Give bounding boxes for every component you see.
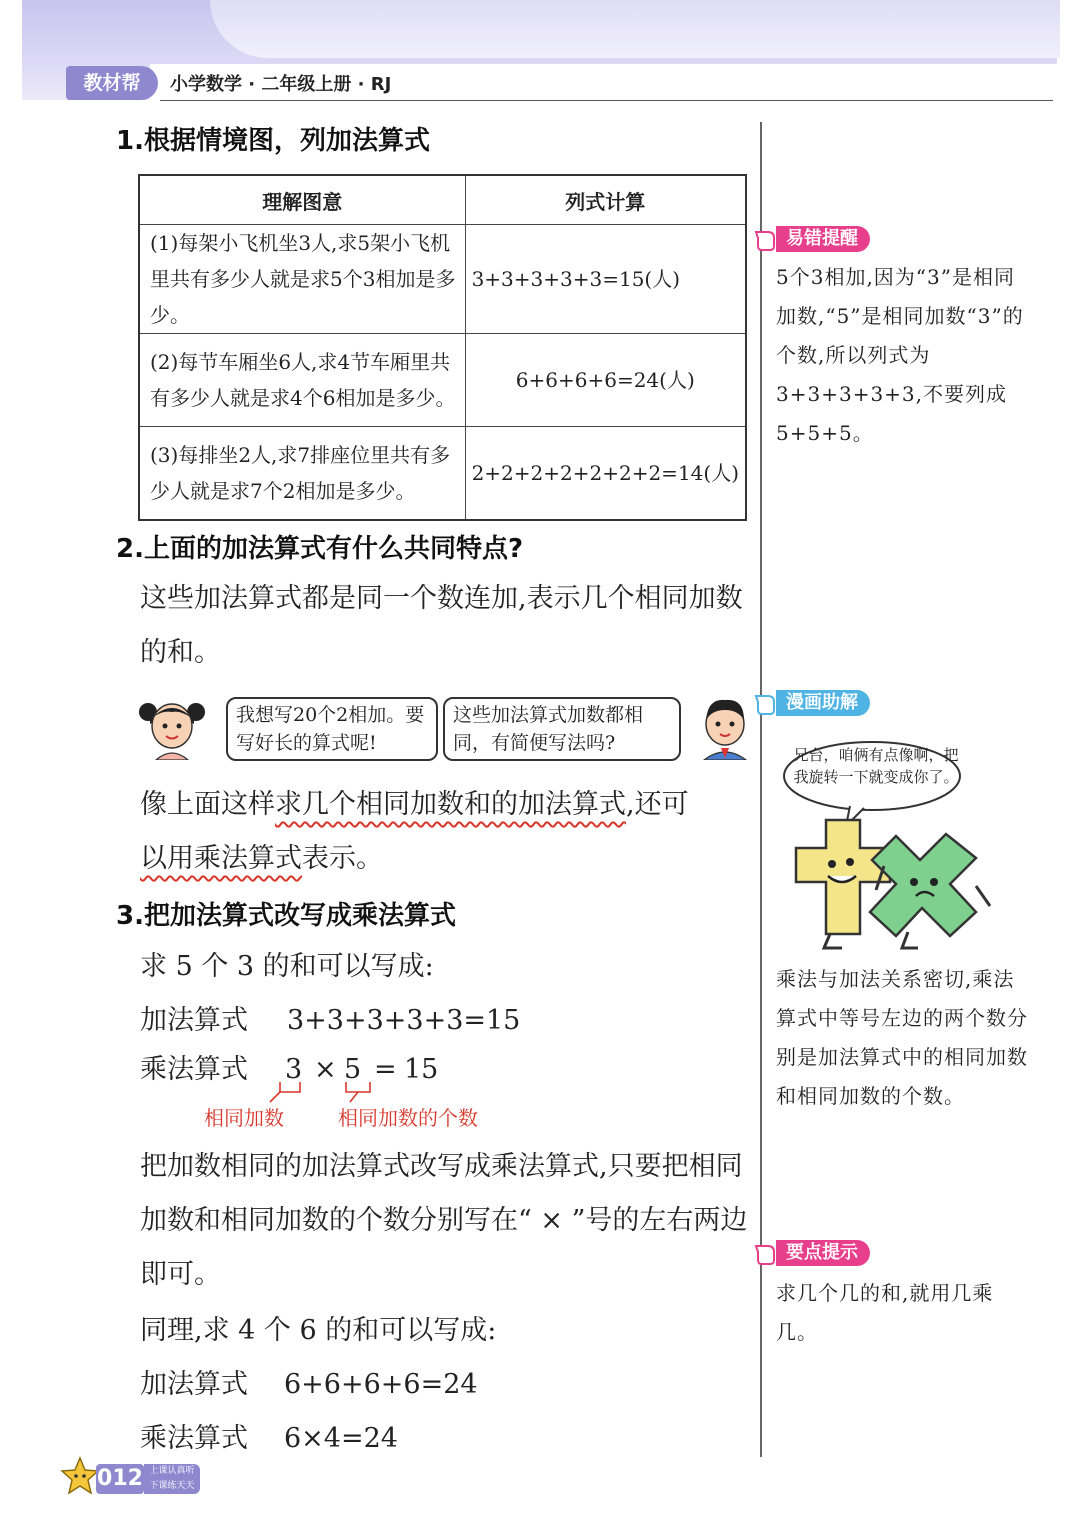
multiplier: 5 bbox=[344, 1054, 362, 1085]
tag-key-point: 要点提示 bbox=[754, 1240, 894, 1266]
table-row bbox=[139, 427, 746, 521]
section3-same-intro: 同理,求 4 个 6 的和可以写成: bbox=[140, 1315, 497, 1346]
multiplicand: 3 bbox=[285, 1054, 303, 1085]
table-cell-formula: 6+6+6+6=24(人) bbox=[465, 334, 746, 427]
section2-heading: 2.上面的加法算式有什么共同特点? bbox=[116, 534, 524, 564]
multiplication-label: 乘法算式 bbox=[140, 1054, 248, 1085]
table-header-row bbox=[139, 175, 746, 225]
pointing-hand-icon bbox=[754, 1240, 778, 1266]
annotation-addend: 相同加数 bbox=[204, 1106, 284, 1130]
situation-table bbox=[138, 174, 747, 521]
boy-illustration bbox=[694, 692, 756, 760]
slogan-line: 下课练天天 bbox=[149, 1481, 195, 1491]
slogan-line: 上课认真听 bbox=[149, 1466, 195, 1476]
addition-label: 加法算式 bbox=[140, 1005, 248, 1036]
conclusion-emphasis: 求几个相同加数和的加法算式 bbox=[275, 789, 626, 820]
boy-speech-bubble: 这些加法算式加数都相同，有简便写法吗? bbox=[443, 697, 681, 761]
mistake-reminder-text: 5个3相加,因为“3”是相同加数,“5”是相同加数“3”的个数,所以列式为3+3+3+3+3,不要列成5+5+5。 bbox=[776, 265, 1024, 445]
addition-label: 加法算式 bbox=[140, 1369, 248, 1400]
table-header-meaning: 理解图意 bbox=[139, 175, 465, 225]
conclusion-emphasis: 以用乘法算式 bbox=[140, 843, 302, 874]
section1-heading: 1.根据情境图，列加法算式 bbox=[116, 126, 430, 156]
page-number: 012 bbox=[96, 1464, 144, 1494]
table-header-formula: 列式计算 bbox=[465, 175, 746, 225]
pointing-hand-icon bbox=[754, 690, 778, 716]
comic-speech-bubble: 兄台，咱俩有点像啊，把我旋转一下就变成你了。 bbox=[793, 746, 959, 786]
section2-answer: 这些加法算式都是同一个数连加,表示几个相同加数的和。 bbox=[140, 583, 743, 668]
star-mascot-icon bbox=[60, 1456, 100, 1496]
pointing-hand-icon bbox=[754, 226, 778, 252]
brand-tag: 教材帮 bbox=[66, 66, 158, 100]
table-row bbox=[139, 225, 746, 334]
section3-intro: 求 5 个 3 的和可以写成: bbox=[140, 951, 434, 982]
annotation-addend-count: 相同加数的个数 bbox=[338, 1106, 478, 1130]
table-cell-meaning: (2)每节车厢坐6人,求4节车厢里共有多少人就是求4个6相加是多少。 bbox=[139, 334, 465, 427]
book-title: 小学数学 · 二年级上册 · RJ bbox=[170, 74, 392, 95]
tag-comic-help: 漫画助解 bbox=[754, 690, 894, 716]
footer-slogan bbox=[144, 1464, 200, 1494]
conclusion-prefix: 像上面这样 bbox=[140, 789, 275, 820]
section3-heading: 3.把加法算式改写成乘法算式 bbox=[116, 901, 456, 931]
conclusion-suffix: 表示。 bbox=[302, 843, 383, 874]
multiplication-label: 乘法算式 bbox=[140, 1423, 248, 1454]
section3-explanation: 把加数相同的加法算式改写成乘法算式,只要把相同加数和相同加数的个数分别写在“ × ”号的左右两边即可。 bbox=[140, 1151, 748, 1290]
multiplication-expression: 6×4=24 bbox=[284, 1423, 398, 1454]
key-point-text: 求几个几的和,就用几乘几。 bbox=[776, 1281, 994, 1344]
product: 15 bbox=[404, 1054, 439, 1085]
table-row bbox=[139, 334, 746, 427]
table-cell-meaning: (3)每排坐2人,求7排座位里共有多少人就是求7个2相加是多少。 bbox=[139, 427, 465, 521]
table-cell-meaning: (1)每架小飞机坐3人,求5架小飞机里共有多少人就是求5个3相加是多少。 bbox=[139, 225, 465, 334]
comic-help-text: 乘法与加法关系密切,乘法算式中等号左边的两个数分别是加法算式中的相同加数和相同加数的个数。 bbox=[776, 967, 1028, 1108]
girl-speech-bubble: 我想写20个2相加。要写好长的算式呢! bbox=[226, 697, 438, 761]
section2-conclusion bbox=[140, 778, 752, 886]
header-rule bbox=[160, 100, 1053, 101]
header-decoration bbox=[210, 0, 1060, 58]
times-sign: × bbox=[314, 1054, 337, 1085]
table-cell-formula: 3+3+3+3+3=15(人) bbox=[465, 225, 746, 334]
table-cell-formula: 2+2+2+2+2+2+2=14(人) bbox=[465, 427, 746, 521]
girl-illustration bbox=[136, 690, 208, 760]
addition-expression: 3+3+3+3+3=15 bbox=[287, 1005, 521, 1036]
addition-expression: 6+6+6+6=24 bbox=[284, 1369, 478, 1400]
equals-sign: = bbox=[374, 1054, 397, 1085]
tag-mistake-reminder: 易错提醒 bbox=[754, 226, 894, 252]
conclusion-middle: ,还可 bbox=[626, 789, 689, 820]
